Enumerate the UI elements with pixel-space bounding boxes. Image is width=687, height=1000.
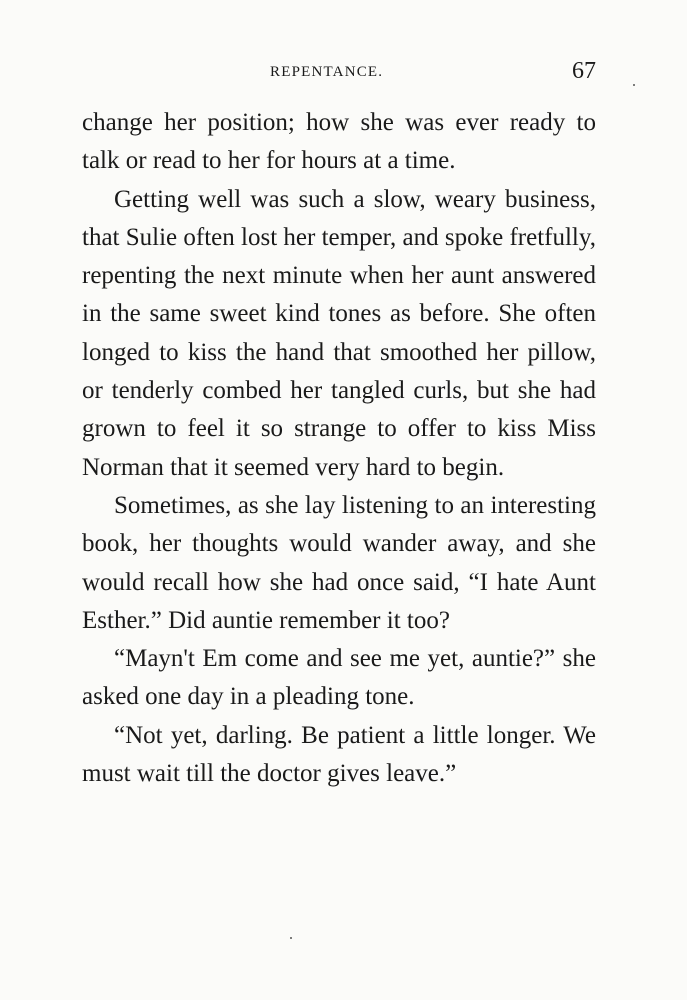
paragraph: “Not yet, darling. Be patient a little longer. We must wait till the doctor gives leave.” bbox=[82, 721, 596, 788]
page-number: 67 bbox=[572, 58, 596, 84]
running-head: REPENTANCE. bbox=[270, 64, 384, 80]
paragraph: Getting well was such a slow, weary business, that Sulie often lost her temper, and spoke fretfully, repenting the next minute when her aunt answered in the same sweet kind tones as before. She often longed to kiss the hand that smoothed her pillow, or tenderly combed her tangled curls, but she had grown to feel it so strange to offer to kiss Miss Norman that it seemed very hard to begin. bbox=[82, 185, 596, 481]
page-header bbox=[82, 60, 596, 92]
body-text bbox=[82, 104, 596, 793]
paragraph: “Mayn't Em come and see me yet, auntie?” she asked one day in a pleading tone. bbox=[82, 645, 596, 711]
paper-speck bbox=[290, 937, 292, 939]
paper-speck bbox=[633, 84, 635, 86]
paragraph: Sometimes, as she lay listening to an interesting book, her thoughts would wander away, and she would recall how she had once said, “I hate Aunt Esther.” Did auntie remember it too? bbox=[82, 491, 596, 634]
paragraph: change her position; how she was ever ready to talk or read to her for hours at a time. bbox=[82, 109, 596, 175]
